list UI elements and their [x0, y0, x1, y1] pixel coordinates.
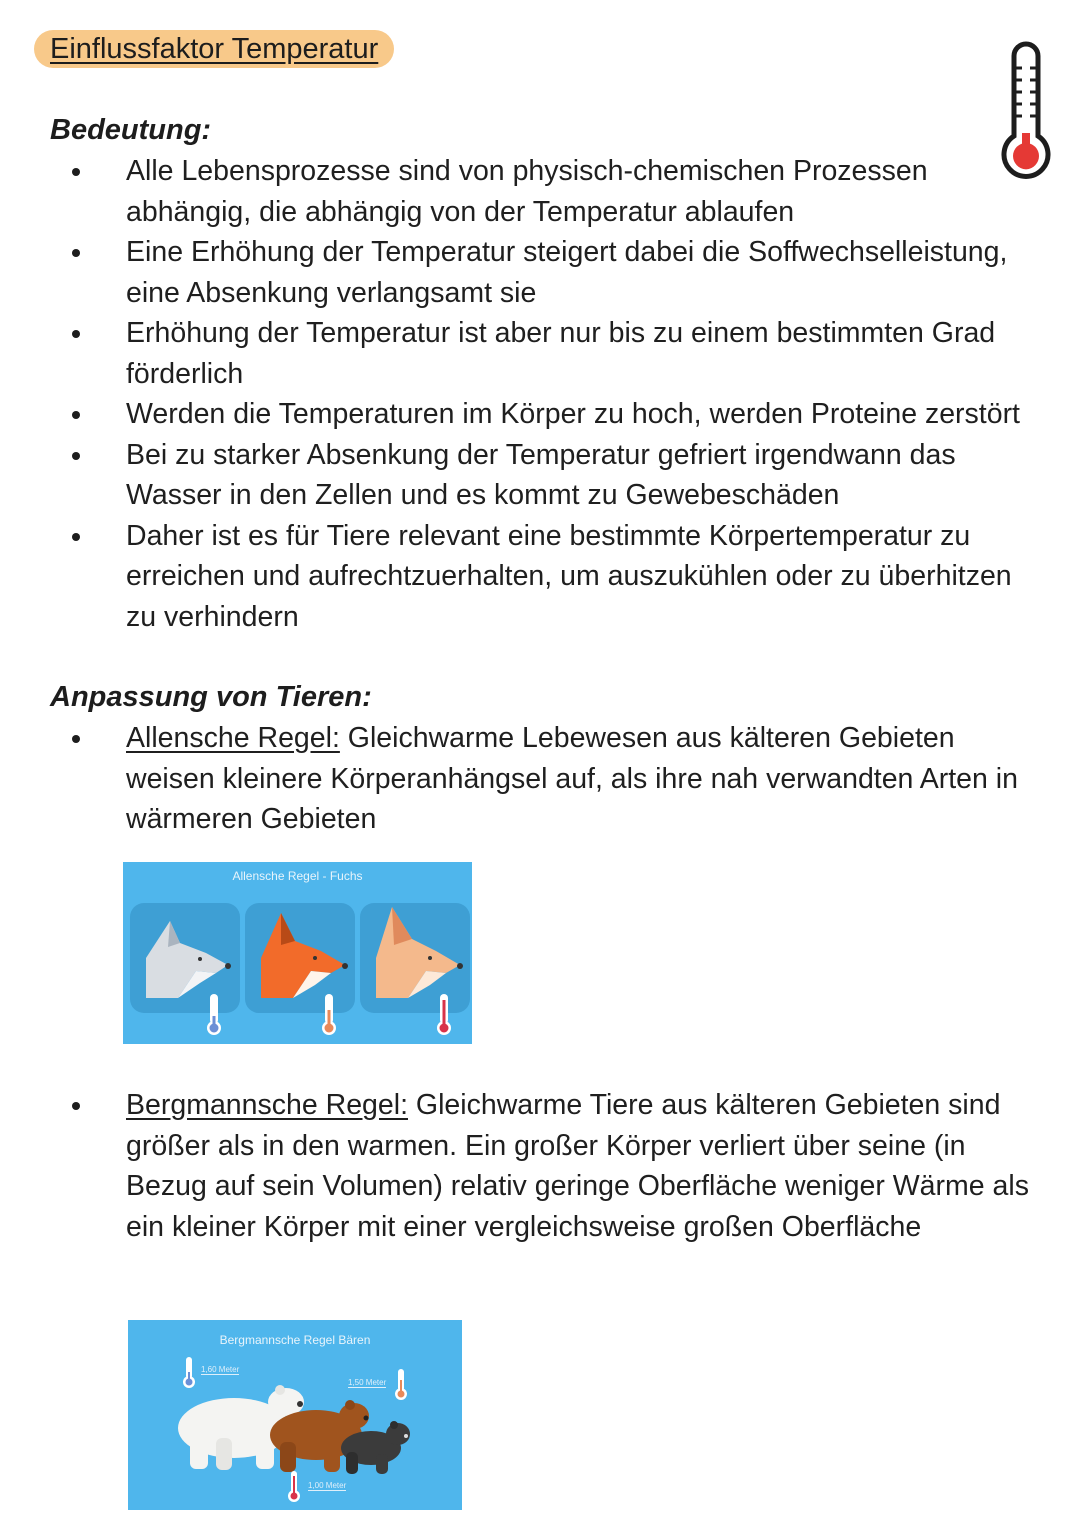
term-bergmann: Bergmannsche Regel: [126, 1089, 408, 1121]
list-item: Daher ist es für Tiere relevant eine bestimmte Körpertemperatur zu erreichen und aufrechtzuerhalten, um auszukühlen oder zu überhitzen zu verhindern [0, 516, 1080, 638]
thermometer-hot-icon [285, 1470, 303, 1504]
list-item: Bei zu starker Absenkung der Temperatur gefriert irgendwann das Wasser in den Zellen und es kommt zu Gewebeschäden [0, 435, 1080, 516]
page-title: Einflussfaktor Temperatur [34, 30, 394, 68]
list-item-bergmann [0, 1085, 1080, 1247]
bergmann-list [0, 1085, 1080, 1247]
bear-figure-caption: Bergmannsche Regel Bären [219, 1333, 371, 1347]
fox-figure-caption: Allensche Regel - Fuchs [232, 869, 363, 883]
thermometer-hot-icon [433, 992, 455, 1038]
label-black-height: 1,00 Meter [308, 1481, 347, 1490]
list-item: Erhöhung der Temperatur ist aber nur bis zu einem bestimmten Grad förderlich [0, 313, 1080, 394]
text-bergmann: Gleichwarme Tiere aus kälteren Gebieten sind größer als in den warmen. Ein großer Körper verliert über seine (in Bezug auf sein Volumen) relativ geringe Oberfläche weniger Wärme als ein kleiner Körper mit einer vergleichsweise großen Oberfläche [126, 1089, 1029, 1243]
text-allen: Gleichwarme Lebewesen aus kälteren Gebieten weisen kleinere Körperanhängsel auf, als ihre nah verwandten Arten in wärmeren Gebieten [126, 722, 1018, 835]
list-item: Eine Erhöhung der Temperatur steigert dabei die Soffwechselleistung, eine Absenkung verlangsamt sie [0, 232, 1080, 313]
fox-figure [123, 862, 472, 1044]
label-polar-height: 1,60 Meter [201, 1365, 240, 1374]
list-item: Alle Lebensprozesse sind von physisch-chemischen Prozessen abhängig, die abhängig von der Temperatur ablaufen [0, 151, 1080, 232]
heading-anpassung: Anpassung von Tieren: [50, 681, 372, 713]
thermometer-mild-icon [318, 992, 340, 1038]
thermometer-cold-icon [203, 992, 225, 1038]
allen-list [0, 718, 1080, 840]
bears-illustration [176, 1380, 416, 1480]
label-brown-height: 1,50 Meter [348, 1378, 387, 1387]
list-item-allen [0, 718, 1080, 840]
list-item: Werden die Temperaturen im Körper zu hoch, werden Proteine zerstört [0, 394, 1080, 435]
bedeutung-list [0, 151, 1080, 637]
bear-figure [128, 1320, 462, 1510]
term-allen: Allensche Regel: [126, 722, 340, 754]
heading-bedeutung: Bedeutung: [50, 114, 212, 146]
